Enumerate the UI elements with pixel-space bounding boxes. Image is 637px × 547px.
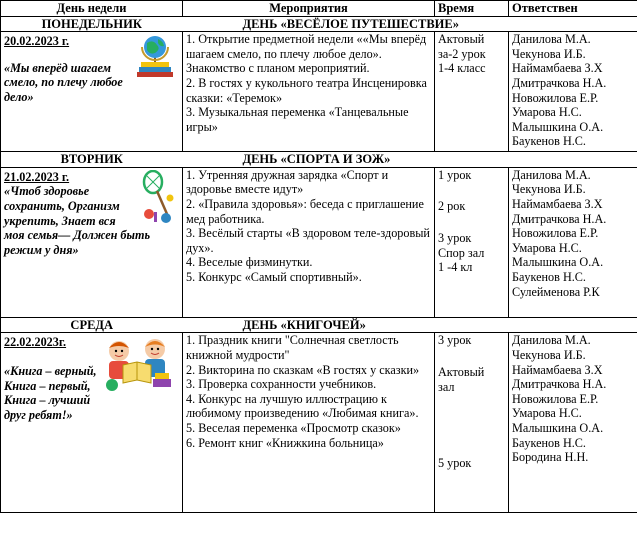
- responsible-item: Чекунова И.Б.: [512, 46, 586, 61]
- time-item: за-2 урок: [438, 46, 486, 61]
- activity-item: 2. Викторина по сказкам «В гостях у сказки»: [186, 362, 420, 377]
- activity-item: 1. Праздник книги "Солнечная светлость книжной мудрости": [186, 333, 399, 362]
- day-name: ПОНЕДЕЛЬНИК: [1, 16, 183, 32]
- activities-cell: [183, 32, 435, 152]
- content-row-monday: [1, 32, 637, 152]
- activities-cell: [183, 167, 435, 317]
- time-item: Актовый: [438, 364, 485, 379]
- activity-item: 6. Ремонт книг «Книжкина больница»: [186, 435, 384, 450]
- day-motto: «Чтоб здоровье сохранить, Организм укрепить, Знает вся моя семья— Должен быть режим у дня»: [4, 184, 151, 257]
- activities-cell: [183, 333, 435, 513]
- activity-item: 4. Конкурс на лучшую иллюстрацию к любимому произведению «Любимая книга».: [186, 391, 419, 421]
- day-motto: «Книга – верный, Книга – первый, Книга – лучший друг ребят!»: [4, 363, 97, 422]
- responsible-item: Наймамбаева З.Х: [512, 196, 603, 211]
- day-title: ДЕНЬ «КНИГОЧЕЙ»: [183, 317, 637, 333]
- responsible-cell: [509, 167, 637, 317]
- day-name: СРЕДА: [1, 317, 183, 333]
- activity-item: 3. Музыкальная переменка «Танцевальные игры»: [186, 105, 409, 134]
- responsible-item: Новожилова Е.Р.: [512, 226, 599, 241]
- activity-item: 2. В гостях у кукольного театра Инсценировка сказки: «Теремок»: [186, 75, 427, 105]
- responsible-item: Чекунова И.Б.: [512, 182, 586, 197]
- responsible-item: Умарова Н.С.: [512, 105, 582, 120]
- responsible-item: Чекунова И.Б.: [512, 347, 586, 362]
- globe-books-icon: [133, 34, 177, 84]
- time-item: Спор зал: [438, 245, 485, 260]
- time-cell: [435, 32, 509, 152]
- content-row-wednesday: [1, 333, 637, 513]
- day-row-monday: [1, 16, 637, 32]
- day-info: [1, 333, 183, 513]
- event-date: 20.02.2023 г.: [4, 34, 70, 49]
- activity-item: 5. Веселая переменка «Просмотр сказок»: [186, 420, 401, 435]
- header-row: [1, 1, 637, 17]
- event-date: 22.02.2023г.: [4, 335, 67, 350]
- responsible-item: Сулейменова Р.К: [512, 284, 600, 299]
- time-item: 1 урок: [438, 167, 472, 182]
- responsible-item: Наймамбаева З.Х: [512, 362, 603, 377]
- day-info: [1, 167, 183, 317]
- day-title: ДЕНЬ «ВЕСЁЛОЕ ПУТЕШЕСТВИЕ»: [183, 16, 637, 32]
- responsible-item: Бaукенов Н.С.: [512, 134, 586, 149]
- responsible-item: Наймамбаева З.Х: [512, 61, 603, 76]
- activity-item: 2. «Правила здоровья»: беседа с приглашение мед работника.: [186, 196, 424, 226]
- children-reading-icon: [103, 335, 177, 397]
- time-item: 3 урок: [438, 230, 472, 245]
- header-responsible: Ответствен: [509, 1, 637, 17]
- activity-item: 3. Проверка сохранности учебников.: [186, 377, 377, 392]
- day-row-wednesday: [1, 317, 637, 333]
- responsible-item: Дмитрачкова Н.А.: [512, 211, 607, 226]
- activity-item: 1. Утренняя дружная зарядка «Спорт и здоровье вместе идут»: [186, 167, 389, 197]
- time-item: 5 урок: [438, 456, 472, 471]
- responsible-item: Бородина Н.Н.: [512, 450, 589, 465]
- responsible-item: Новожилова Е.Р.: [512, 391, 599, 406]
- responsible-item: Бaукенов Н.С.: [512, 435, 586, 450]
- responsible-cell: [509, 333, 637, 513]
- responsible-item: Малышкина О.А.: [512, 420, 604, 435]
- activity-item: 1. Открытие предметной недели ««Мы вперёд шагаем смело, по плечу любое дело». Знакомство с планом мероприятий.: [186, 32, 427, 76]
- time-item: зал: [438, 379, 455, 394]
- activity-item: 5. Конкурс «Самый спортивный».: [186, 269, 362, 284]
- responsible-item: Дмитрачкова Н.А.: [512, 377, 607, 392]
- time-item: 1-4 класс: [438, 61, 486, 76]
- responsible-item: Умарова Н.С.: [512, 406, 582, 421]
- day-row-tuesday: [1, 152, 637, 168]
- responsible-item: Данилова М.А.: [512, 333, 591, 348]
- header-time: Время: [435, 1, 509, 17]
- day-motto: «Мы вперёд шагаем смело, по плечу любое дело»: [4, 60, 123, 104]
- responsible-item: Малышкина О.А.: [512, 255, 604, 270]
- responsible-item: Данилова М.А.: [512, 32, 591, 47]
- activity-item: 4. Веселые физминутки.: [186, 255, 313, 270]
- day-name: ВТОРНИК: [1, 152, 183, 168]
- sports-equipment-icon: [141, 170, 177, 228]
- time-cell: [435, 167, 509, 317]
- time-item: 1 -4 кл: [438, 260, 473, 275]
- responsible-item: Малышкина О.А.: [512, 119, 604, 134]
- content-row-tuesday: [1, 167, 637, 317]
- header-activities: Мероприятия: [183, 1, 435, 17]
- activity-item: 3. Весёлый старты «В здоровом теле-здоровый дух».: [186, 226, 430, 255]
- header-day: День недели: [1, 1, 183, 17]
- responsible-item: Умарова Н.С.: [512, 240, 582, 255]
- time-item: 2 рок: [438, 199, 466, 214]
- responsible-cell: [509, 32, 637, 152]
- time-item: Актовый: [438, 32, 485, 47]
- responsible-item: Бaукенов Н.С.: [512, 269, 586, 284]
- day-title: ДЕНЬ «СПОРТА И ЗОЖ»: [183, 152, 637, 168]
- responsible-item: Новожилова Е.Р.: [512, 90, 599, 105]
- responsible-item: Данилова М.А.: [512, 167, 591, 182]
- day-info: [1, 32, 183, 152]
- time-cell: [435, 333, 509, 513]
- time-item: 3 урок: [438, 333, 472, 348]
- responsible-item: Дмитрачкова Н.А.: [512, 75, 607, 90]
- event-date: 21.02.2023 г.: [4, 169, 70, 184]
